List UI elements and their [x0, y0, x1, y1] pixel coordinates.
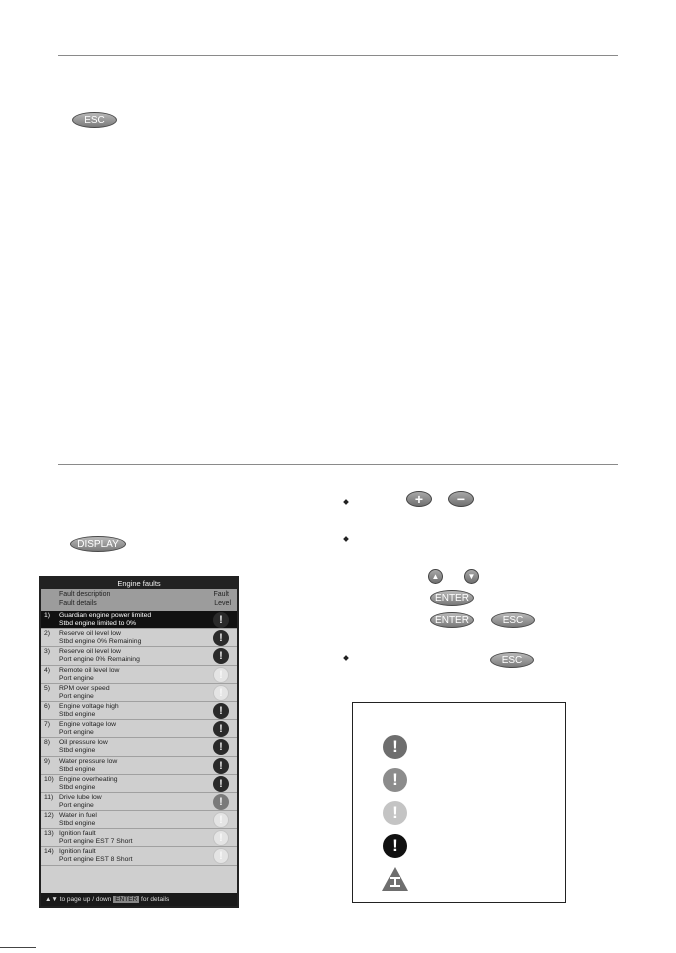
- fault-number: 13): [44, 830, 54, 838]
- fault-number: 4): [44, 666, 51, 674]
- page-edge-rule: [0, 947, 36, 948]
- fault-row[interactable]: [41, 720, 237, 738]
- fault-row[interactable]: [41, 829, 237, 847]
- fault-level-icon: !: [213, 685, 229, 701]
- header-level: Level: [214, 600, 231, 607]
- header-fault: Fault: [213, 591, 229, 598]
- fault-number: 12): [44, 812, 54, 820]
- fault-description: Engine voltage low: [59, 721, 117, 729]
- fault-detail: Port engine 0% Remaining: [59, 656, 140, 664]
- fault-row[interactable]: [41, 793, 237, 811]
- fault-number: 6): [44, 702, 51, 710]
- fault-number: 2): [44, 630, 51, 638]
- fault-row[interactable]: [41, 847, 237, 865]
- fault-number: 8): [44, 739, 51, 747]
- fault-description: Oil pressure low: [59, 739, 108, 747]
- exclamation-icon: !: [383, 768, 407, 792]
- fault-detail: Stbd engine 0% Remaining: [59, 638, 142, 646]
- fault-description: Engine voltage high: [59, 702, 119, 710]
- fault-row[interactable]: [41, 666, 237, 684]
- top-rule: [58, 55, 618, 56]
- minus-button[interactable]: −: [448, 491, 474, 507]
- chevron-up-icon: ▲: [431, 572, 440, 581]
- fault-level-icon: !: [213, 794, 229, 810]
- fault-row[interactable]: [41, 738, 237, 756]
- fault-level-icon: !: [213, 648, 229, 664]
- fault-level-icon: !: [213, 830, 229, 846]
- footer-prefix: to page up / down: [59, 896, 112, 903]
- page-keys-icon: ▲▼: [45, 896, 58, 903]
- fault-row[interactable]: [41, 647, 237, 665]
- fault-row[interactable]: [41, 775, 237, 793]
- fault-row[interactable]: [41, 757, 237, 775]
- bullet: [343, 536, 349, 542]
- fault-level-icon: !: [213, 630, 229, 646]
- up-arrow-button[interactable]: [428, 569, 443, 584]
- fault-detail: Stbd engine: [59, 765, 96, 773]
- fault-list: [41, 611, 237, 866]
- fault-number: 5): [44, 684, 51, 692]
- chevron-down-icon: ▼: [467, 572, 476, 581]
- bullet: [343, 655, 349, 661]
- fault-detail: Stbd engine limited to 0%: [59, 620, 137, 627]
- header-fault-description: Fault description: [59, 591, 111, 598]
- fault-number: 3): [44, 648, 51, 656]
- fault-number: 10): [44, 775, 54, 783]
- fault-level-icon: !: [213, 758, 229, 774]
- fault-description: Water pressure low: [59, 757, 118, 765]
- fault-detail: Stbd engine: [59, 710, 96, 718]
- fault-description: Water in fuel: [59, 812, 97, 820]
- screen-column-header: [41, 589, 237, 611]
- header-fault-details: Fault details: [59, 600, 97, 607]
- engine-faults-screen: [39, 576, 239, 908]
- esc-button[interactable]: ESC: [491, 612, 535, 628]
- exclamation-icon: !: [383, 834, 407, 858]
- fault-level-icon: !: [213, 667, 229, 683]
- footer-enter-key: ENTER: [115, 896, 138, 903]
- fault-detail: Port engine: [59, 674, 94, 682]
- fault-description: Ignition fault: [59, 848, 96, 856]
- section-rule: [58, 464, 618, 465]
- fault-level-icon: !: [213, 721, 229, 737]
- fault-number: 7): [44, 721, 51, 729]
- fault-level-icon: !: [213, 776, 229, 792]
- esc-button[interactable]: ESC: [490, 652, 534, 668]
- fault-detail: Port engine: [59, 801, 94, 809]
- down-arrow-button[interactable]: [464, 569, 479, 584]
- fault-description: Remote oil level low: [59, 666, 120, 674]
- fault-detail: Port engine EST 7 Short: [59, 838, 133, 846]
- fault-description: Ignition fault: [59, 830, 96, 838]
- fault-detail: Stbd engine: [59, 820, 96, 828]
- fault-description: Drive lube low: [59, 793, 102, 801]
- fault-detail: Stbd engine: [59, 783, 96, 791]
- fault-detail: Stbd engine: [59, 747, 96, 755]
- fault-level-legend: [352, 702, 566, 903]
- esc-button-top[interactable]: ESC: [72, 112, 117, 128]
- fault-number: 1): [44, 612, 51, 619]
- fault-description: Reserve oil level low: [59, 630, 121, 638]
- fault-detail: Port engine: [59, 692, 94, 700]
- screen-title: Engine faults: [41, 578, 237, 589]
- fault-level-icon: !: [213, 739, 229, 755]
- fault-level-icon: !: [213, 612, 229, 628]
- fault-row[interactable]: [41, 811, 237, 829]
- bullet: [343, 499, 349, 505]
- fault-row[interactable]: [41, 611, 237, 629]
- plus-button[interactable]: +: [406, 491, 432, 507]
- footer-suffix: for details: [141, 896, 170, 903]
- fault-description: Reserve oil level low: [59, 648, 121, 656]
- fault-number: 9): [44, 757, 51, 765]
- fault-detail: Port engine: [59, 729, 94, 737]
- warning-triangle-icon: [381, 866, 409, 892]
- fault-row[interactable]: [41, 702, 237, 720]
- fault-row[interactable]: [41, 684, 237, 702]
- fault-number: 11): [44, 793, 54, 801]
- fault-description: RPM over speed: [59, 684, 110, 692]
- exclamation-icon: !: [383, 801, 407, 825]
- fault-level-icon: !: [213, 848, 229, 864]
- fault-level-icon: !: [213, 703, 229, 719]
- fault-number: 14): [44, 848, 54, 856]
- exclamation-icon: !: [383, 735, 407, 759]
- display-button[interactable]: DISPLAY: [70, 536, 126, 552]
- fault-row[interactable]: [41, 629, 237, 647]
- enter-button[interactable]: ENTER: [430, 612, 474, 628]
- enter-button[interactable]: ENTER: [430, 590, 474, 606]
- fault-description: Guardian engine power limited: [59, 612, 152, 619]
- fault-detail: Port engine EST 8 Short: [59, 856, 133, 864]
- fault-level-icon: !: [213, 812, 229, 828]
- screen-footer: [41, 893, 237, 906]
- fault-description: Engine overheating: [59, 775, 118, 783]
